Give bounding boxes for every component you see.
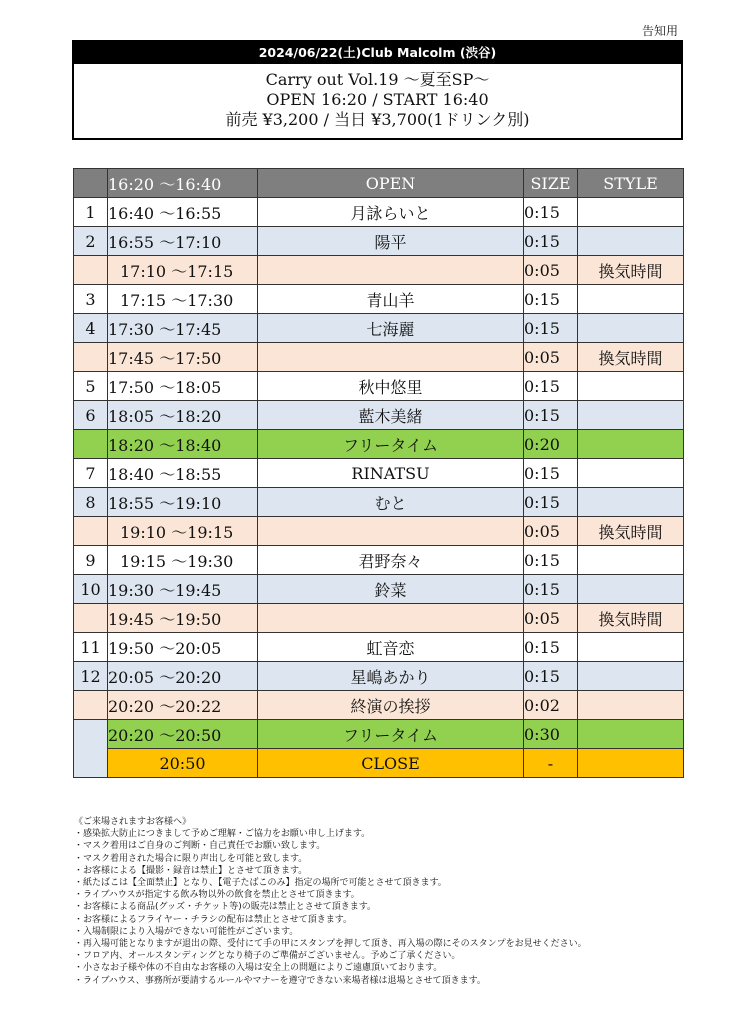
timetable-row (74, 517, 684, 546)
row-time: 19:50 ～20:05 (108, 633, 258, 662)
row-number: 3 (74, 285, 108, 314)
timetable-row (74, 285, 684, 314)
notes-item: ・感染拡大防止につきまして予めご理解・ご協力をお願い申し上げます。 (74, 829, 371, 840)
timetable-row (74, 633, 684, 662)
event-times: OPEN 16:20 / START 16:40 (266, 90, 489, 109)
header-act: OPEN (258, 169, 524, 198)
row-act: RINATSU (258, 459, 524, 488)
timetable-row (74, 546, 684, 575)
row-time: 20:05 ～20:20 (108, 662, 258, 691)
row-size: 0:15 (524, 227, 578, 256)
row-size: 0:05 (524, 604, 578, 633)
row-time: 18:40 ～18:55 (108, 459, 258, 488)
row-number (74, 691, 108, 720)
notes-item: ・マスク着用された場合に限り声出しを可能と致します。 (74, 853, 308, 864)
row-time: 19:45 ～19:50 (108, 604, 258, 633)
notes-item: ・お客様による商品(グッズ・チケット等)の販売は禁止とさせて頂きます。 (74, 902, 377, 913)
timetable-row (74, 314, 684, 343)
timetable-row (74, 459, 684, 488)
row-size: 0:05 (524, 256, 578, 285)
event-title: Carry out Vol.19 ～夏至SP～ (265, 70, 490, 89)
row-size: 0:15 (524, 575, 578, 604)
row-size: 0:15 (524, 372, 578, 401)
row-act (258, 343, 524, 372)
notes-item: ・お客様によるフライヤー・チラシの配布は禁止とさせて頂きます。 (74, 914, 353, 925)
timetable-row (74, 227, 684, 256)
notes-heading: 《ご来場されますお客様へ》 (74, 817, 192, 827)
timetable-row (74, 604, 684, 633)
row-style: 換気時間 (578, 343, 684, 372)
row-size: - (524, 749, 578, 778)
row-time: 18:55 ～19:10 (108, 488, 258, 517)
timetable-row (74, 488, 684, 517)
row-number (74, 430, 108, 459)
row-act (258, 517, 524, 546)
row-number (74, 604, 108, 633)
row-style: 換気時間 (578, 604, 684, 633)
notes-item: ・ライブハウス、事務所が要請するルールやマナーを遵守できない来場者様は退場とさせて頂きます。 (74, 975, 486, 986)
timetable-row (74, 720, 684, 749)
timetable-row (74, 575, 684, 604)
timetable-row (74, 749, 684, 778)
row-size: 0:15 (524, 459, 578, 488)
row-act (258, 256, 524, 285)
notes-item: ・ライブハウスが指定する飲み物以外の飲食を禁止とさせて頂きます。 (74, 890, 360, 901)
row-time: 16:40 ～16:55 (108, 198, 258, 227)
row-number: 6 (74, 401, 108, 430)
timetable-row (74, 343, 684, 372)
timetable-body (74, 198, 684, 778)
notes-item: ・マスク着用はご自身のご判断・自己責任でお願い致します。 (74, 841, 326, 852)
row-size: 0:15 (524, 285, 578, 314)
row-size: 0:05 (524, 343, 578, 372)
row-style (578, 430, 684, 459)
row-time: 19:15 ～19:30 (108, 546, 258, 575)
header-no (74, 169, 108, 198)
row-number: 12 (74, 662, 108, 691)
timetable-row (74, 372, 684, 401)
notes-item: ・紙たばこは【全面禁止】となり、【電子たばこのみ】指定の場所で可能とさせて頂きます。 (74, 878, 447, 889)
row-act: 虹音恋 (258, 633, 524, 662)
event-info-box (72, 40, 683, 140)
timetable-row (74, 401, 684, 430)
row-size: 0:30 (524, 720, 578, 749)
row-time: 19:30 ～19:45 (108, 575, 258, 604)
row-number: 11 (74, 633, 108, 662)
visitor-notes (74, 816, 694, 987)
row-time: 17:45 ～17:50 (108, 343, 258, 372)
row-act: むと (258, 488, 524, 517)
row-time: 17:50 ～18:05 (108, 372, 258, 401)
row-style (578, 662, 684, 691)
row-time: 20:20 ～20:22 (108, 691, 258, 720)
row-time: 17:30 ～17:45 (108, 314, 258, 343)
row-number: 7 (74, 459, 108, 488)
row-act: 君野奈々 (258, 546, 524, 575)
row-number (74, 720, 108, 778)
header-open-time: 16:20 ～16:40 (108, 169, 258, 198)
row-number: 1 (74, 198, 108, 227)
row-time: 18:05 ～18:20 (108, 401, 258, 430)
row-time: 16:55 ～17:10 (108, 227, 258, 256)
notes-item: ・入場制限により入場ができない可能性がございます。 (74, 926, 299, 937)
row-size: 0:05 (524, 517, 578, 546)
row-act: 青山羊 (258, 285, 524, 314)
row-size: 0:15 (524, 314, 578, 343)
timetable-row (74, 198, 684, 227)
timetable-row (74, 430, 684, 459)
row-number (74, 256, 108, 285)
row-size: 0:20 (524, 430, 578, 459)
row-act: フリータイム (258, 720, 524, 749)
event-price: 前売 ¥3,200 / 当日 ¥3,700(1ドリンク別) (225, 110, 530, 129)
row-style (578, 314, 684, 343)
header-size: SIZE (524, 169, 578, 198)
row-act: 秋中悠里 (258, 372, 524, 401)
row-act: 星嶋あかり (258, 662, 524, 691)
row-time: 18:20 ～18:40 (108, 430, 258, 459)
header-style: STYLE (578, 169, 684, 198)
event-date-venue: 2024/06/22(土)Club Malcolm (渋谷) (74, 42, 681, 64)
row-act: 陽平 (258, 227, 524, 256)
row-size: 0:02 (524, 691, 578, 720)
row-style: 換気時間 (578, 256, 684, 285)
row-size: 0:15 (524, 488, 578, 517)
row-act: 月詠らいと (258, 198, 524, 227)
row-style (578, 198, 684, 227)
timetable (73, 168, 684, 778)
row-time: 20:20 ～20:50 (108, 720, 258, 749)
row-style (578, 488, 684, 517)
row-size: 0:15 (524, 546, 578, 575)
timetable-row (74, 662, 684, 691)
row-number: 9 (74, 546, 108, 575)
row-style: 換気時間 (578, 517, 684, 546)
row-time: 17:10 ～17:15 (108, 256, 258, 285)
row-act: 終演の挨拶 (258, 691, 524, 720)
row-style (578, 285, 684, 314)
row-style (578, 459, 684, 488)
row-time: 17:15 ～17:30 (108, 285, 258, 314)
row-style (578, 633, 684, 662)
notes-item: ・フロア内、オールスタンディングとなり椅子のご準備がございません。予めご了承ください。 (74, 951, 461, 962)
row-number: 8 (74, 488, 108, 517)
notice-label: 告知用 (641, 24, 678, 38)
row-style (578, 575, 684, 604)
event-details (74, 64, 681, 130)
row-size: 0:15 (524, 633, 578, 662)
row-style (578, 401, 684, 430)
row-number (74, 343, 108, 372)
row-time: 19:10 ～19:15 (108, 517, 258, 546)
row-style (578, 691, 684, 720)
notes-item: ・小さなお子様や体の不自由なお客様の入場は安全上の問題によりご遠慮頂いております。 (74, 963, 443, 974)
row-time: 20:50 (108, 749, 258, 778)
row-act: CLOSE (258, 749, 524, 778)
row-number: 2 (74, 227, 108, 256)
row-number: 10 (74, 575, 108, 604)
notes-item: ・再入場可能となりますが退出の際、受付にて手の甲にスタンプを押して頂き、再入場の際にそのスタンプをお見せください。 (74, 939, 587, 950)
row-act: 鈴菜 (258, 575, 524, 604)
row-size: 0:15 (524, 662, 578, 691)
row-size: 0:15 (524, 401, 578, 430)
notes-item: ・お客様による【撮影・録音は禁止】とさせて頂きます。 (74, 865, 308, 876)
timetable-row (74, 256, 684, 285)
row-style (578, 372, 684, 401)
row-style (578, 749, 684, 778)
row-act: 藍木美緒 (258, 401, 524, 430)
row-number (74, 517, 108, 546)
row-style (578, 720, 684, 749)
timetable-row (74, 691, 684, 720)
row-act (258, 604, 524, 633)
row-act: フリータイム (258, 430, 524, 459)
row-act: 七海麗 (258, 314, 524, 343)
row-style (578, 227, 684, 256)
row-size: 0:15 (524, 198, 578, 227)
row-style (578, 546, 684, 575)
row-number: 4 (74, 314, 108, 343)
row-number: 5 (74, 372, 108, 401)
timetable-header-row (74, 169, 684, 198)
